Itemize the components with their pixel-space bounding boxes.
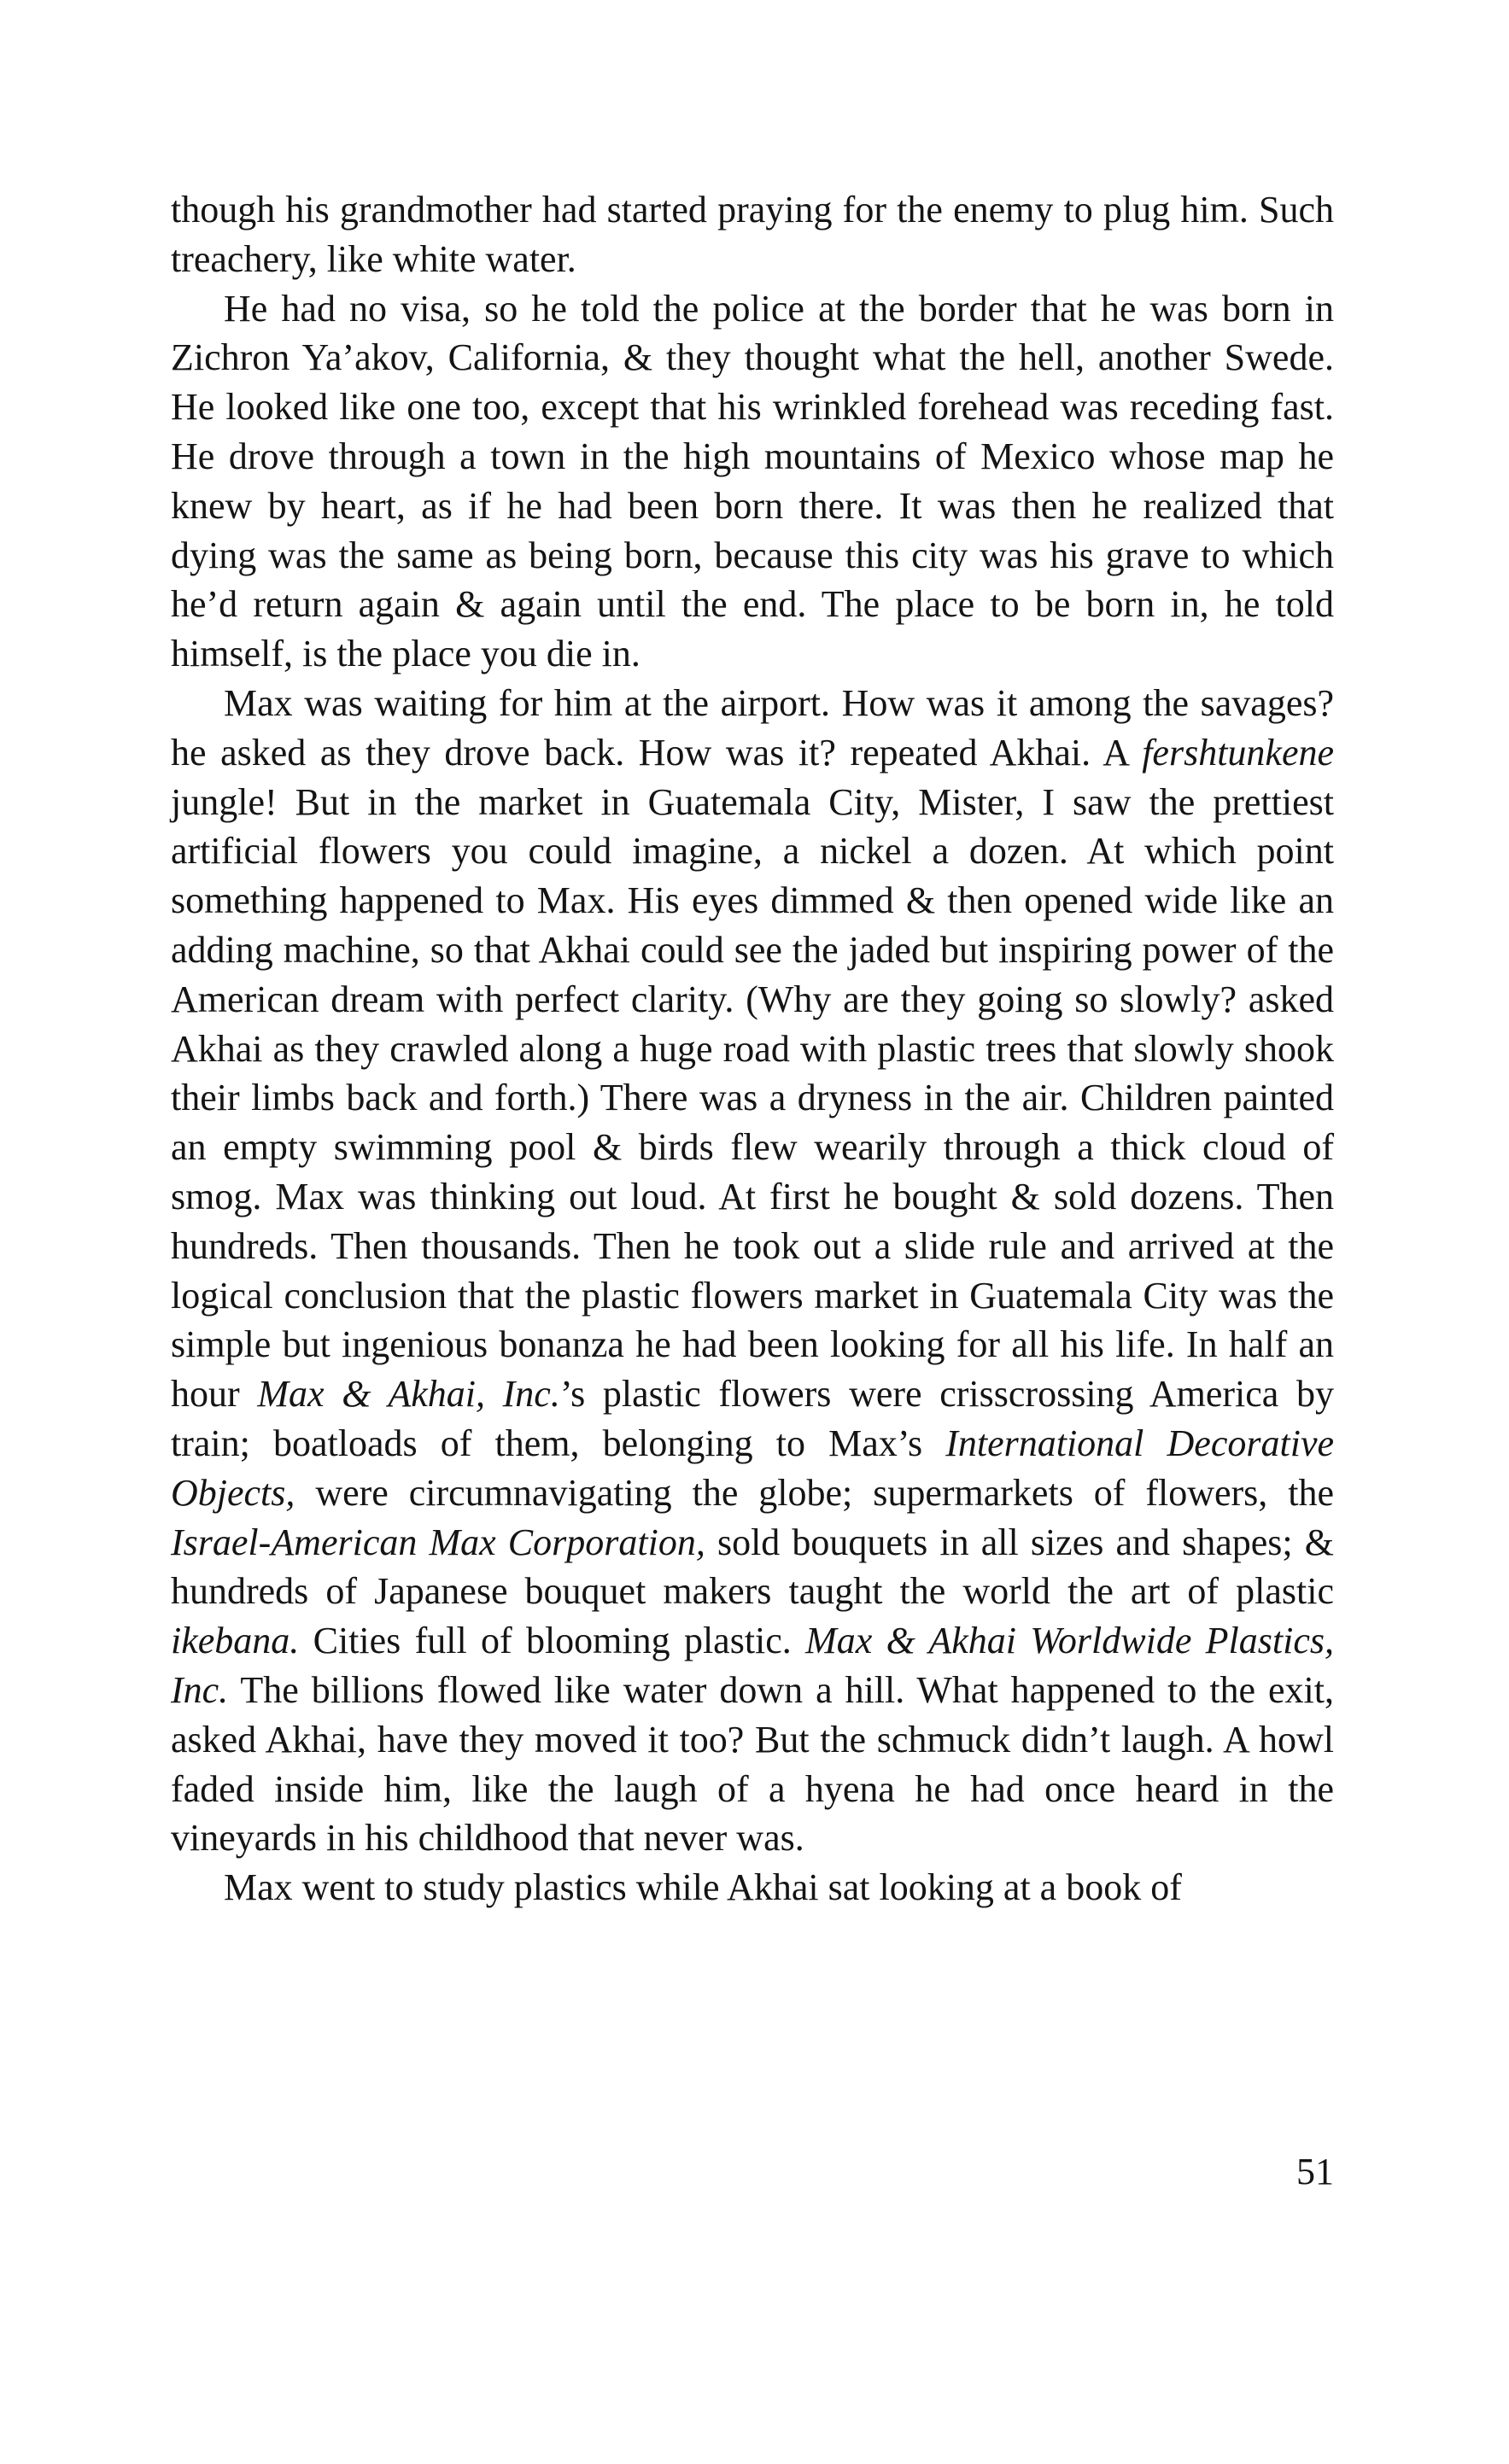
text-run: were circumnavigating the globe; supermarkets of flowers, the [295,1471,1334,1514]
italic-text-run: ikebana. [171,1620,300,1662]
text-run: The billions flowed like water down a hill. What happened to the exit, asked Akhai, have they moved it too? But the schmuck didn’t laugh. A howl faded inside him, like the laugh of a hyena he had once heard in the vineyards in his childhood that never was. [171,1668,1334,1860]
text-run: Max was waiting for him at the airport. How was it among the savages? he asked as they drove back. How was it? repeated Akhai. A [171,681,1334,774]
page-number: 51 [1296,2151,1334,2192]
body-text [171,185,1334,1912]
text-run: sold bouquets in all sizes and shapes; & hundreds of Japanese bouquet makers taught the world the art of plastic [171,1521,1334,1613]
text-run: jungle! But in the market in Guatemala City, Mister, I saw the prettiest artificial flowers you could imagine, a nickel a dozen. At which point something happened to Max. His eyes dimmed & then opened wide like an adding machine, so that Akhai could see the jaded but inspiring power of the American dream with perfect clarity. (Why are they going so slowly? asked Akhai as they crawled along a huge road with plastic trees that slowly shook their limbs back and forth.) There was a dryness in the air. Children painted an empty swimming pool & birds flew wearily through a thick cloud of smog. Max was thinking out loud. At first he bought & sold dozens. Then hundreds. Then thousands. Then he took out a slide rule and arrived at the logical conclusion that the plastic flowers market in Guatemala City was the simple but ingenious bonanza he had been looking for all his life. In half an hour [171,780,1334,1416]
italic-text-run: Max & Akhai Worldwide Plastics, Inc. [171,1620,1334,1711]
italic-text-run: fershtunkene [1142,731,1334,774]
italic-text-run: Israel-American Max Corporation, [171,1521,705,1563]
paragraph [171,1863,1334,1912]
italic-text-run: Max & Akhai, Inc. [257,1373,560,1416]
text-run: Cities full of blooming plastic. [299,1620,806,1662]
text-run: though his grandmother had started praying for the enemy to plug him. Such treachery, like white water. [171,189,1334,280]
italic-text-run: International Decorative Objects, [171,1422,1334,1514]
paragraph [171,284,1334,679]
paragraph [171,679,1334,1863]
text-run: ’s plastic flowers were crisscrossing America by train; boatloads of them, belonging to Max’s [171,1373,1334,1464]
text-run: Max went to study plastics while Akhai sat looking at a book of [224,1866,1182,1909]
paragraph [171,185,1334,284]
text-run: He had no visa, so he told the police at the border that he was born in Zichron Ya’akov, California, & they thought what the hell, another Swede. He looked like one too, except that his wrinkled forehead was receding fast. He drove through a town in the high mountains of Mexico whose map he knew by heart, as if he had been born there. It was then he realized that dying was the same as being born, because this city was his grave to which he’d return again & again until the end. The place to be born in, he told himself, is the place you die in. [171,287,1334,675]
